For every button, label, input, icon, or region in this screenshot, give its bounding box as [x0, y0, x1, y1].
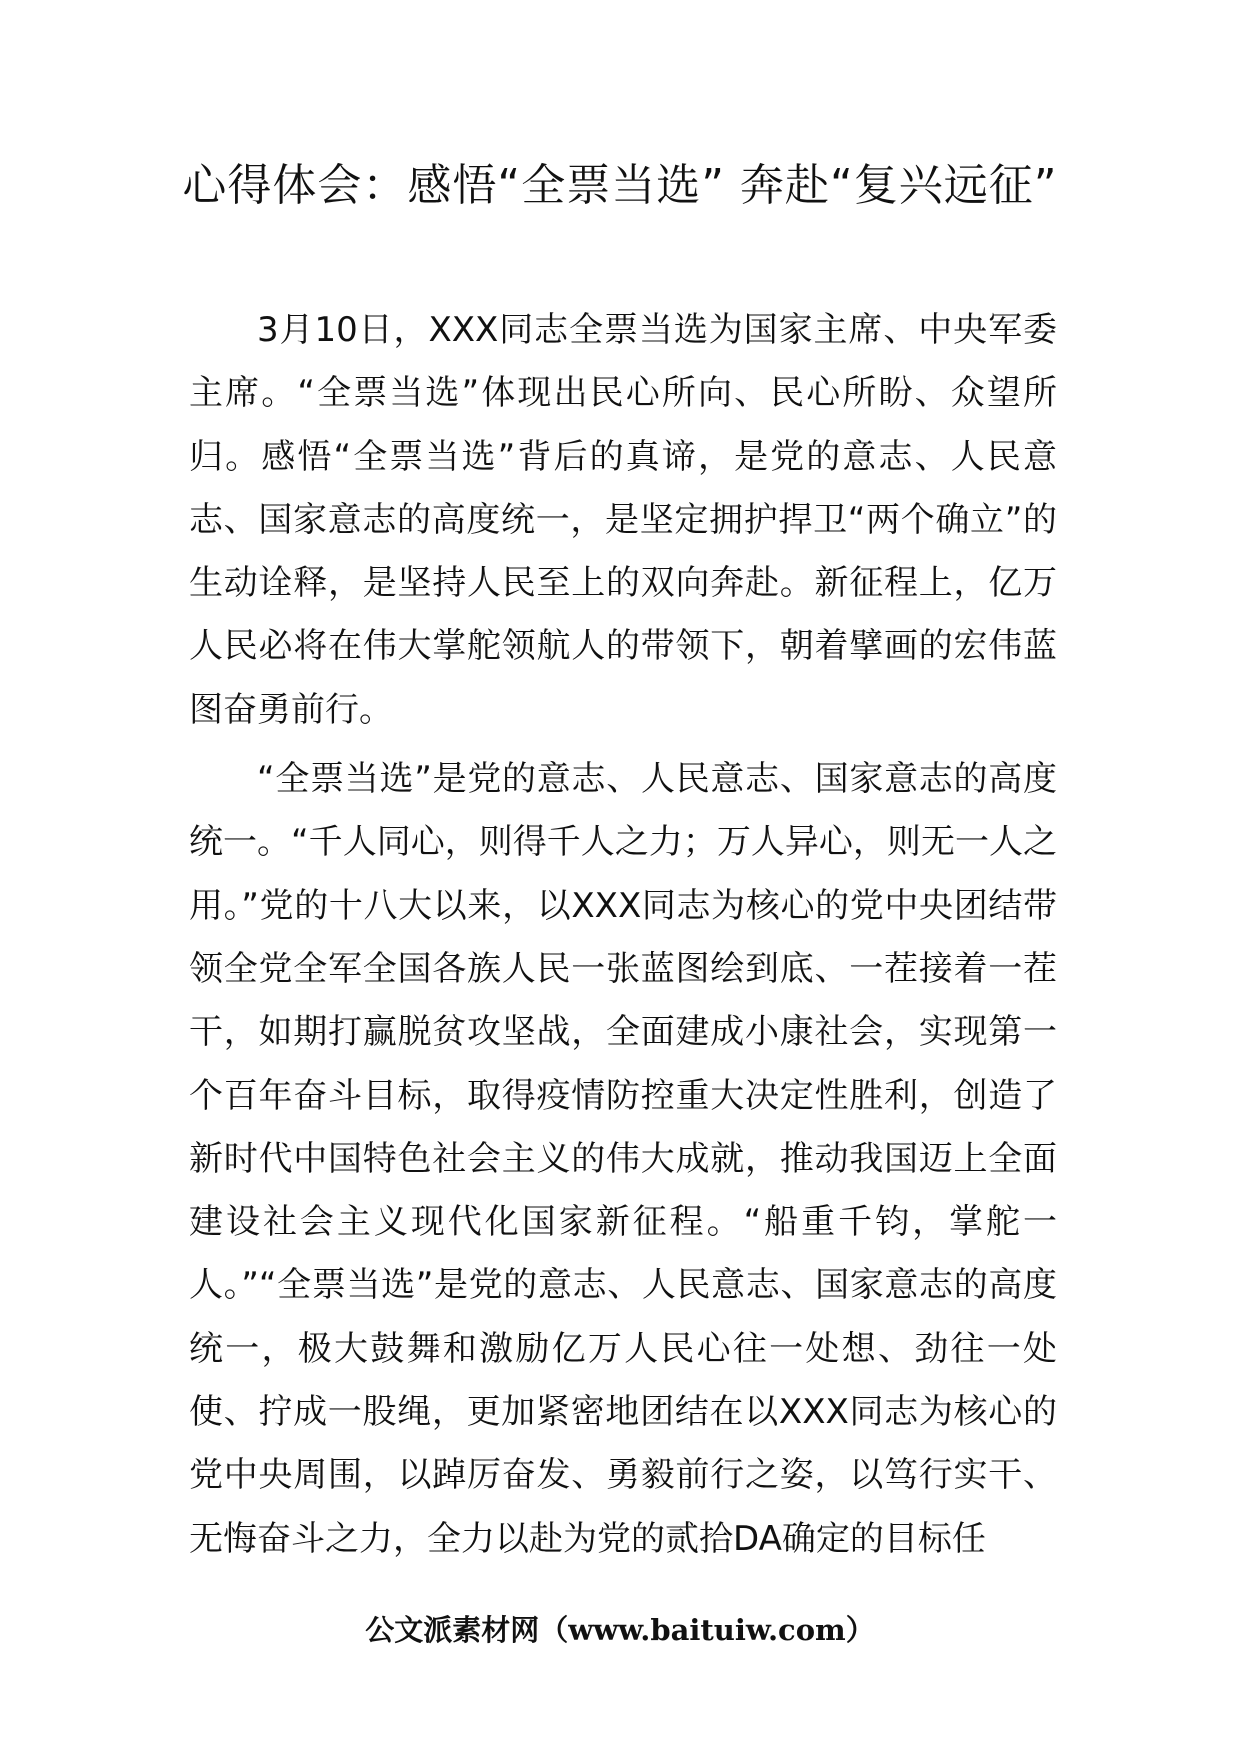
document-body	[189, 299, 1057, 1571]
document-title: 心得体会：感悟“全票当选” 奔赴“复兴远征”	[182, 160, 1058, 211]
paragraph-2: “全票当选”是党的意志、人民意志、国家意志的高度统一。“千人同心，则得千人之力；万人异心，则无一人之用。”党的十八大以来，以XXX同志为核心的党中央团结带领全党全军全国各族人民一张蓝图绘到底、一茬接着一茬干，如期打赢脱贫攻坚战，全面建成小康社会，实现第一个百年奋斗目标，取得疫情防控重大决定性胜利，创造了新时代中国特色社会主义的伟大成就，推动我国迈上全面建设社会主义现代化国家新征程。“船重千钧，掌舵一人。”“全票当选”是党的意志、人民意志、国家意志的高度统一，极大鼓舞和激励亿万人民心往一处想、劲往一处使、拧成一股绳，更加紧密地团结在以XXX同志为核心的党中央周围，以踔厉奋发、勇毅前行之姿，以笃行实干、无悔奋斗之力，全力以赴为党的贰拾DA确定的目标任	[189, 759, 1057, 1559]
footer-source: 公文派素材网（www.baituiw.com）	[365, 1613, 875, 1647]
paragraph-1: 3月10日，XXX同志全票当选为国家主席、中央军委主席。“全票当选”体现出民心所向、民心所盼、众望所归。感悟“全票当选”背后的真谛，是党的意志、人民意志、国家意志的高度统一，是坚定拥护捍卫“两个确立”的生动诠释，是坚持人民至上的双向奔赴。新征程上，亿万人民必将在伟大掌舵领航人的带领下，朝着擘画的宏伟蓝图奋勇前行。	[189, 310, 1057, 730]
